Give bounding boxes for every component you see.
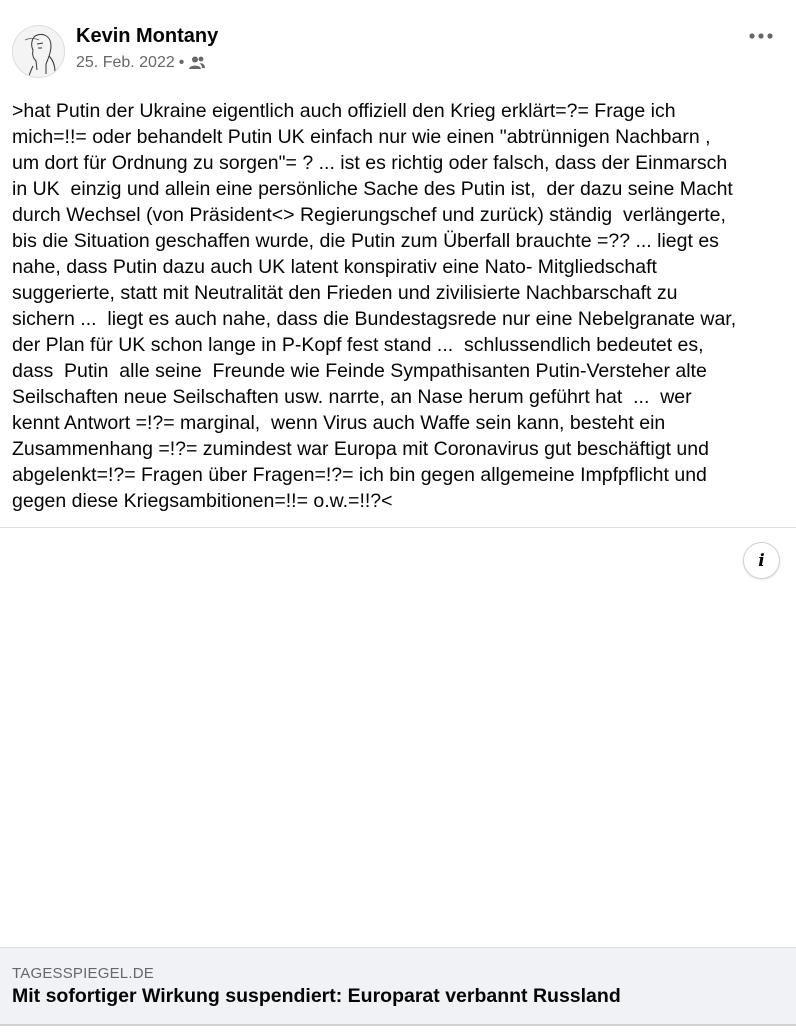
friends-icon[interactable]	[188, 55, 206, 71]
info-button[interactable]	[743, 542, 780, 579]
post-text-line: sichern ... liegt es auch nahe, dass die Bundestagsrede nur eine Nebelgranate war,	[12, 308, 737, 330]
link-preview-image[interactable]	[0, 528, 796, 947]
post-text-line: >hat Putin der Ukraine eigentlich auch offiziell den Krieg erklärt=?= Frage ich	[12, 100, 676, 122]
post-date[interactable]: 25. Feb. 2022	[76, 54, 175, 71]
post-text-line: abgelenkt=!?= Fragen über Fragen=!?= ich bin gegen allgemeine Impfpflicht und	[12, 464, 707, 486]
link-card[interactable]	[0, 947, 796, 1025]
post-text-line: nahe, dass Putin dazu auch UK latent konspirativ eine Nato- Mitgliedschaft	[12, 256, 657, 278]
post-text-line: mich=!!= oder behandelt Putin UK einfach nur wie einen "abtrünnigen Nachbarn ,	[12, 126, 711, 148]
post-text-line: dass Putin alle seine Freunde wie Feinde Sympathisanten Putin-Versteher alte	[12, 360, 707, 382]
meta-separator: •	[178, 54, 185, 71]
author-name[interactable]: Kevin Montany	[76, 25, 219, 47]
post-text-line: in UK einzig und allein eine persönliche Sache des Putin ist, der dazu seine Macht	[12, 178, 733, 200]
post-text-line: bis die Situation geschaffen wurde, die Putin zum Überfall brauchte =?? ... liegt es	[12, 230, 719, 252]
post-text	[12, 98, 788, 514]
more-options-icon	[749, 33, 773, 39]
info-icon: i	[758, 550, 765, 571]
post-text-line: um dort für Ordnung zu sorgen"= ? ... ist es richtig oder falsch, dass der Einmarsch	[12, 152, 728, 174]
post-text-line: Zusammenhang =!?= zumindest war Europa mit Coronavirus gut beschäftigt und	[12, 438, 709, 460]
post-text-line: der Plan für UK schon lange in P-Kopf fest stand ... schlussendlich bedeutet es,	[12, 334, 704, 356]
post-text-line: kennt Antwort =!?= marginal, wenn Virus auch Waffe sein kann, besteht ein	[12, 412, 666, 434]
more-options-button[interactable]	[744, 24, 778, 48]
post-text-line: Seilschaften neue Seilschaften usw. narrte, an Nase herum geführt hat ... wer	[12, 386, 692, 408]
post-header	[0, 0, 796, 95]
link-domain: TAGESSPIEGEL.DE	[12, 965, 154, 982]
post-meta	[76, 54, 206, 72]
divider	[0, 1024, 796, 1026]
avatar-sketch-icon	[13, 26, 65, 78]
avatar[interactable]	[12, 25, 65, 78]
post-text-line: durch Wechsel (von Präsident<> Regierungschef und zurück) ständig verlängerte,	[12, 204, 726, 226]
post-text-line: suggerierte, statt mit Neutralität den Frieden und zivilisierte Nachbarschaft zu	[12, 282, 678, 304]
link-title[interactable]: Mit sofortiger Wirkung suspendiert: Europarat verbannt Russland	[12, 985, 621, 1007]
post-text-line: gegen diese Kriegsambitionen=!!= o.w.=!!?<	[12, 490, 393, 512]
